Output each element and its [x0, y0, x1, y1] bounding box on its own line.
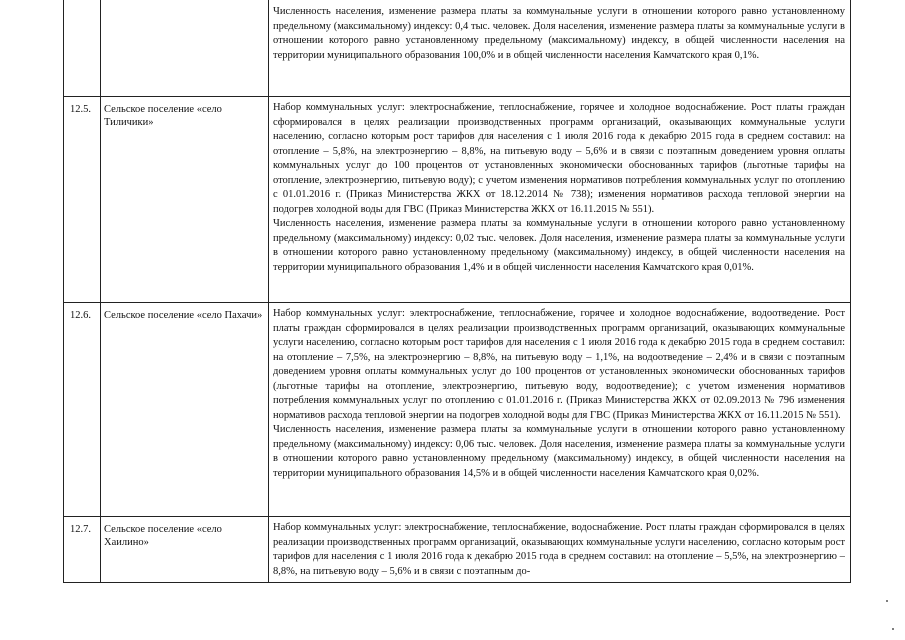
paragraph: Численность населения, изменение размера платы за коммунальные услуги в отношении которого равно установленному предельному (максимальному) индексу: 0,02 тыс. человек. Доля населения, изменение размера платы за коммунальные услуги в отношении которого равно установленному предельному (максимальному) индексу, в общей численности населения на территории муниципального образования 1,4% и в общей численности населения Камчатского края 0,01%.	[273, 218, 845, 273]
paragraph: Численность населения, изменение размера платы за коммунальные услуги в отношении которого равно установленному предельному (максимальному) индексу: 0,06 тыс. человек. Доля населения, изменение размера платы за коммунальные услуги в отношении которого равно установленному предельному (максимальному) индексу, в общей численности населения на территории муниципального образования 14,5% и в общей численности населения Камчатского края 0,02%.	[273, 424, 845, 479]
paragraph: Численность населения, изменение размера платы за коммунальные услуги в отношении которого равно установленному предельному (максимальному) индексу: 0,4 тыс. человек. Доля населения, изменение размера платы за коммунальные услуги в отношении которого равно установленному предельному (максимальному) индексу, в общей численности населения на территории муниципального образования 100,0% и в общей численности населения Камчатского края 0,1%.	[273, 6, 845, 61]
paragraph: Набор коммунальных услуг: электроснабжение, теплоснабжение, горячее и холодное водоснабжение, водоотведение. Рост платы граждан сформировался в целях реализации производственных программ организаций, оказывающих коммунальные услуги населению, согласно которым рост тарифов для населения с 1 июля 2016 года к декабрю 2015 года в среднем составил: на отопление – 7,5%, на электроэнергию – 8,8%, на питьевую воду – 1,1%, на водоотведение – 2,4% и в связи с поэтапным доведением уровня оплаты коммунальных услуг до 100 процентов от установленных экономически обоснованных тарифов (льготные тарифы на отопление, электроэнергию, питьевую воду, водоотведение); с учетом изменения нормативов потребления коммунальных услуг по отоплению с 01.01.2016 г. (Приказ Министерства ЖКХ от 02.09.2013 № 796 изменения нормативов расхода тепловой энергии на подогрев холодной воды для ГВС (Приказ Министерства ЖКХ от 16.11.2015 № 551).	[273, 308, 845, 421]
settlement-name: Сельское поселение «село Пахачи»	[104, 310, 263, 321]
row-number: 12.7.	[70, 524, 91, 535]
scan-speck	[886, 600, 888, 602]
row-number: 12.5.	[70, 104, 91, 115]
row-description	[273, 307, 845, 515]
row-divider	[63, 302, 851, 303]
row-divider	[63, 96, 851, 97]
scan-speck	[892, 628, 894, 630]
settlement-name: Сельское поселение «село Хаилино»	[104, 524, 222, 548]
table-column-divider-2	[268, 0, 269, 582]
row-number: 12.6.	[70, 310, 91, 321]
row-divider	[63, 516, 851, 517]
paragraph: Набор коммунальных услуг: электроснабжение, теплоснабжение, горячее и холодное водоснабжение. Рост платы граждан сформировался в целях реализации производственных программ организаций, оказывающих коммунальные услуги населению, согласно которым рост тарифов для населения с 1 июля 2016 года к декабрю 2015 года в среднем составил: на отопление – 5,8%, на электроэнергию – 8,8%, на питьевую воду – 5,6% и в связи с поэтапным доведением уровня оплаты коммунальных услуг до 100 процентов от установленных экономически обоснованных тарифов (льготные тарифы на отопление, электроэнергию, питьевую воду); с учетом изменения нормативов потребления коммунальных услуг по отоплению с 01.01.2016 г. (Приказ Министерства ЖКХ от 18.12.2014 № 738); изменения нормативов расхода тепловой энергии на подогрев холодной воды для ГВС (Приказ Министерства ЖКХ от 16.11.2015 № 551).	[273, 102, 845, 215]
row-description	[273, 101, 845, 301]
table-column-divider-1	[100, 0, 101, 582]
paragraph: Набор коммунальных услуг: электроснабжение, теплоснабжение, водоснабжение. Рост платы граждан сформировался в целях реализации производственных программ организаций, оказывающих коммунальные услуги населению, согласно которым рост тарифов для населения с 1 июля 2016 года к декабрю 2015 года в среднем составил: на отопление – 5,5%, на электроэнергию – 8,8%, на питьевую воду – 5,6% и в связи с поэтапным до-	[273, 522, 845, 577]
row-description	[273, 521, 845, 581]
settlement-name: Сельское поселение «село Тиличики»	[104, 104, 222, 128]
table-right-border	[850, 0, 851, 582]
table-bottom-border	[63, 582, 851, 583]
table-left-border	[63, 0, 64, 582]
row-description	[273, 5, 845, 95]
